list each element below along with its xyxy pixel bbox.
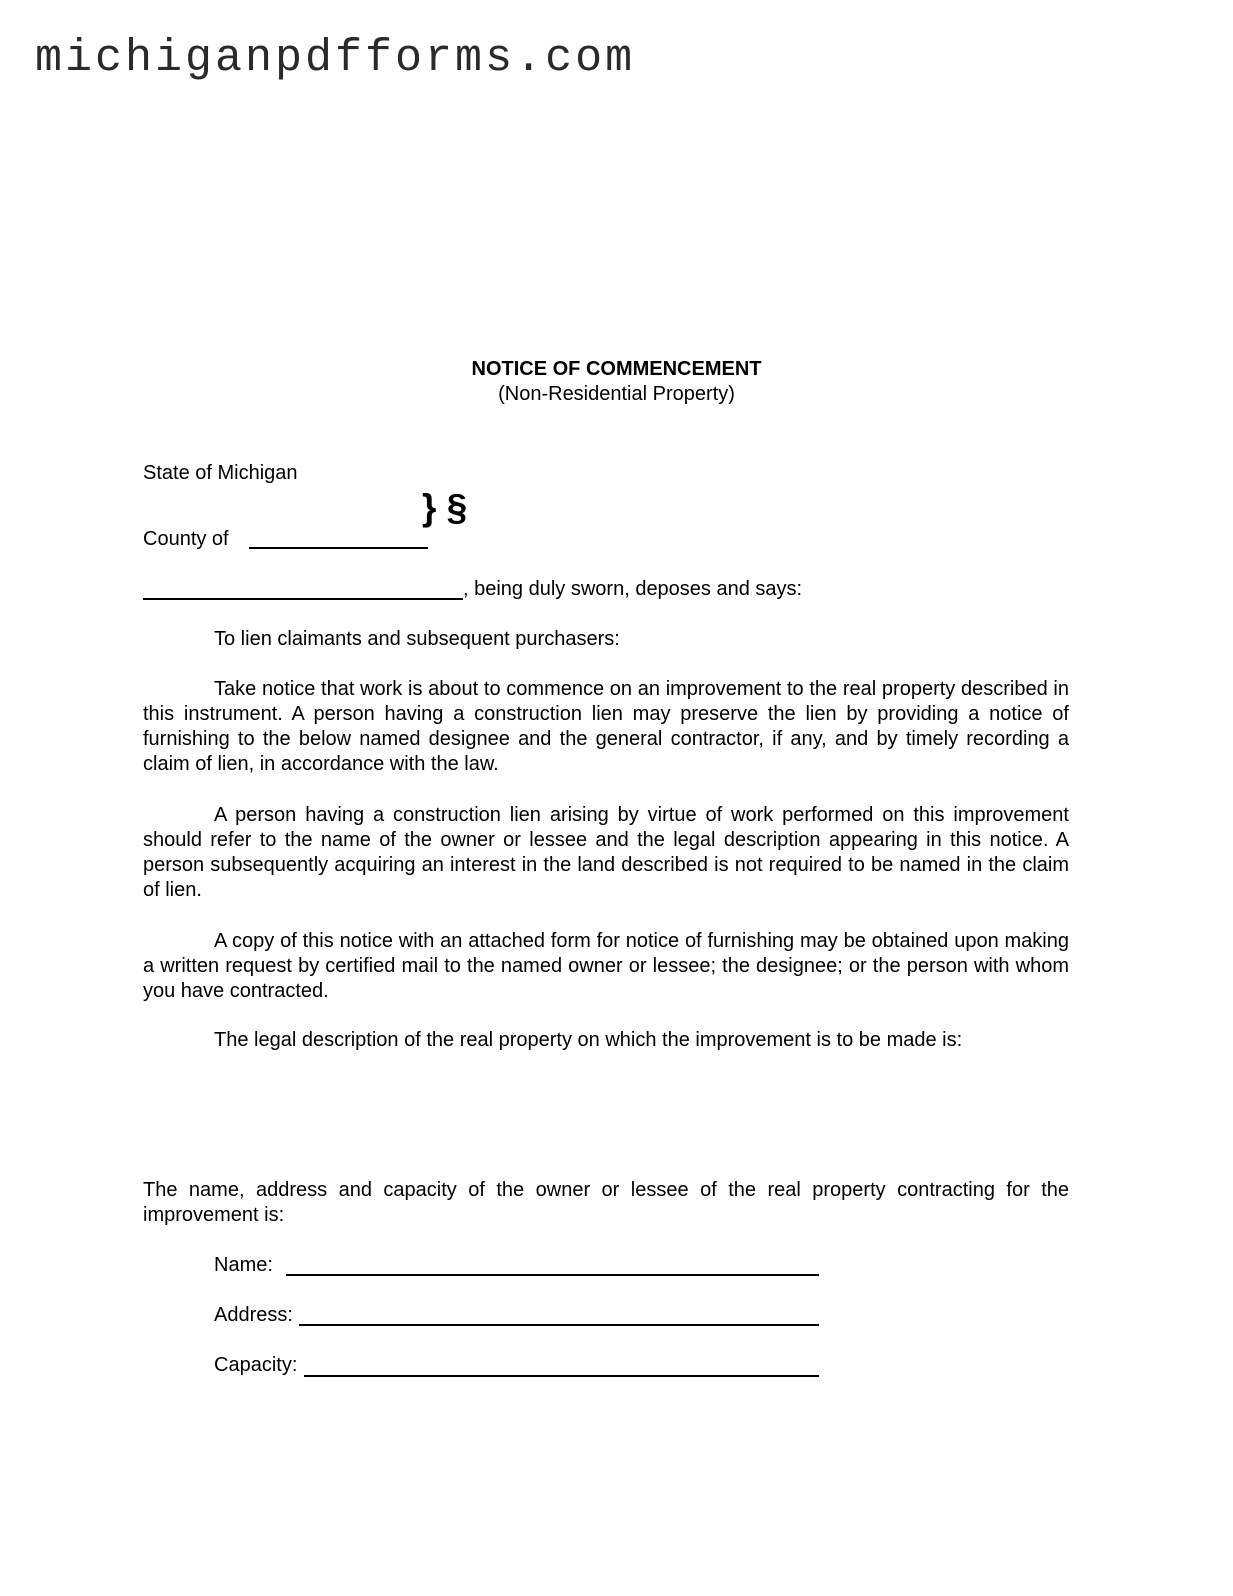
owner-intro: The name, address and capacity of the owner or lessee of the real property contracting for the improvement is: (143, 1179, 1069, 1226)
county-label: County of (143, 528, 229, 550)
state-label: State of Michigan (143, 462, 298, 484)
owner-address-label: Address: (214, 1304, 293, 1326)
owner-name-label: Name: (214, 1254, 273, 1276)
salutation: To lien claimants and subsequent purchasers: (214, 628, 620, 650)
document-subtitle: (Non-Residential Property) (498, 383, 735, 405)
site-watermark: michiganpdfforms.com (35, 33, 636, 84)
notice-paragraph-3: A copy of this notice with an attached form for notice of furnishing may be obtained upon making a written request by certified mail to the named owner or lessee; the designee; or the person with whom you have contracted. (143, 930, 1069, 1002)
document-title: NOTICE OF COMMENCEMENT (471, 358, 762, 380)
oath-statement: , being duly sworn, deposes and says: (463, 578, 803, 600)
legal-description-label: The legal description of the real property on which the improvement is to be made is: (214, 1029, 963, 1051)
county-blank-line[interactable] (249, 547, 428, 549)
owner-capacity-label: Capacity: (214, 1354, 298, 1376)
owner-address-blank-line[interactable] (299, 1324, 819, 1326)
owner-name-blank-line[interactable] (286, 1274, 819, 1276)
owner-capacity-blank-line[interactable] (304, 1375, 819, 1377)
affiant-name-blank-line[interactable] (143, 598, 463, 600)
venue-brace-section-symbol: } § (422, 487, 468, 528)
notice-paragraph-2: A person having a construction lien arising by virtue of work performed on this improvement should refer to the name of the owner or lessee and the legal description appearing in this notice. A person subsequently acquiring an interest in the land described is not required to be named in the claim of lien. (143, 804, 1069, 901)
notice-paragraph-1: Take notice that work is about to commence on an improvement to the real property described in this instrument. A person having a construction lien may preserve the lien by providing a notice of furnishing to the below named designee and the general contractor, if any, and by timely recording a claim of lien, in accordance with the law. (143, 678, 1069, 775)
